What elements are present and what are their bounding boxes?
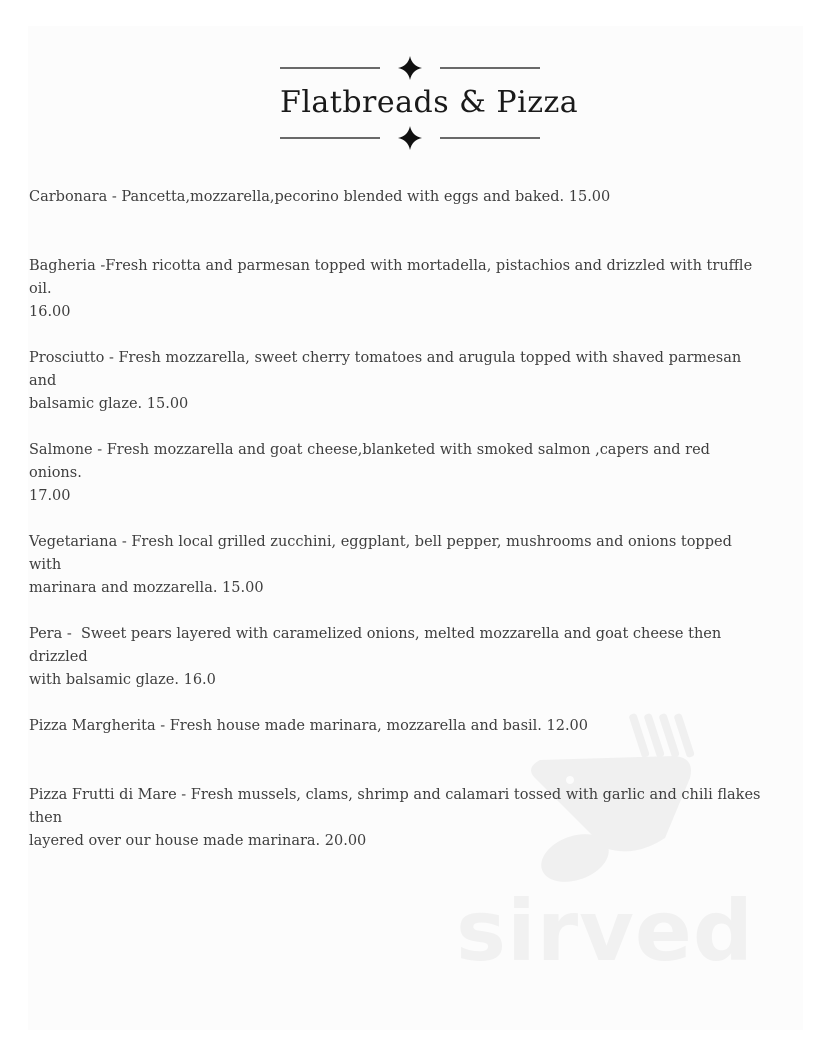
menu-item-frutti-di-mare: Pizza Frutti di Mare - Fresh mussels, clams, shrimp and calamari tossed with garlic and chili flakes then layered over our house made marinara. 20.00 [29,787,761,849]
watermark-text: sirved [455,882,755,980]
menu-item-margherita: Pizza Margherita - Fresh house made marinara, mozzarella and basil. 12.00 [29,718,589,734]
ornament-bottom-icon [280,125,540,151]
menu-item-vegetariana: Vegetariana - Fresh local grilled zucchini, eggplant, bell pepper, mushrooms and onions topped with marinara and mozzarella. 15.00 [29,534,732,596]
menu-item-carbonara: Carbonara - Pancetta,mozzarella,pecorino blended with eggs and baked. 15.00 [29,189,611,205]
section-header [280,55,579,151]
sirved-watermark [440,708,770,998]
menu-item-bagheria: Bagheria -Fresh ricotta and parmesan topped with mortadella, pistachios and drizzled with truffle oil. 16.00 [29,258,753,320]
page-title: Flatbreads & Pizza [280,85,579,120]
ornament-top-icon [280,55,540,81]
menu-item-pera: Pera - Sweet pears layered with caramelized onions, melted mozzarella and goat cheese then drizzled with balsamic glaze. 16.0 [29,626,722,688]
menu-item-prosciutto: Prosciutto - Fresh mozzarella, sweet cherry tomatoes and arugula topped with shaved parmesan and balsamic glaze. 15.00 [29,350,742,412]
menu-item-salmone: Salmone - Fresh mozzarella and goat cheese,blanketed with smoked salmon ,capers and red onions. 17.00 [29,442,710,504]
